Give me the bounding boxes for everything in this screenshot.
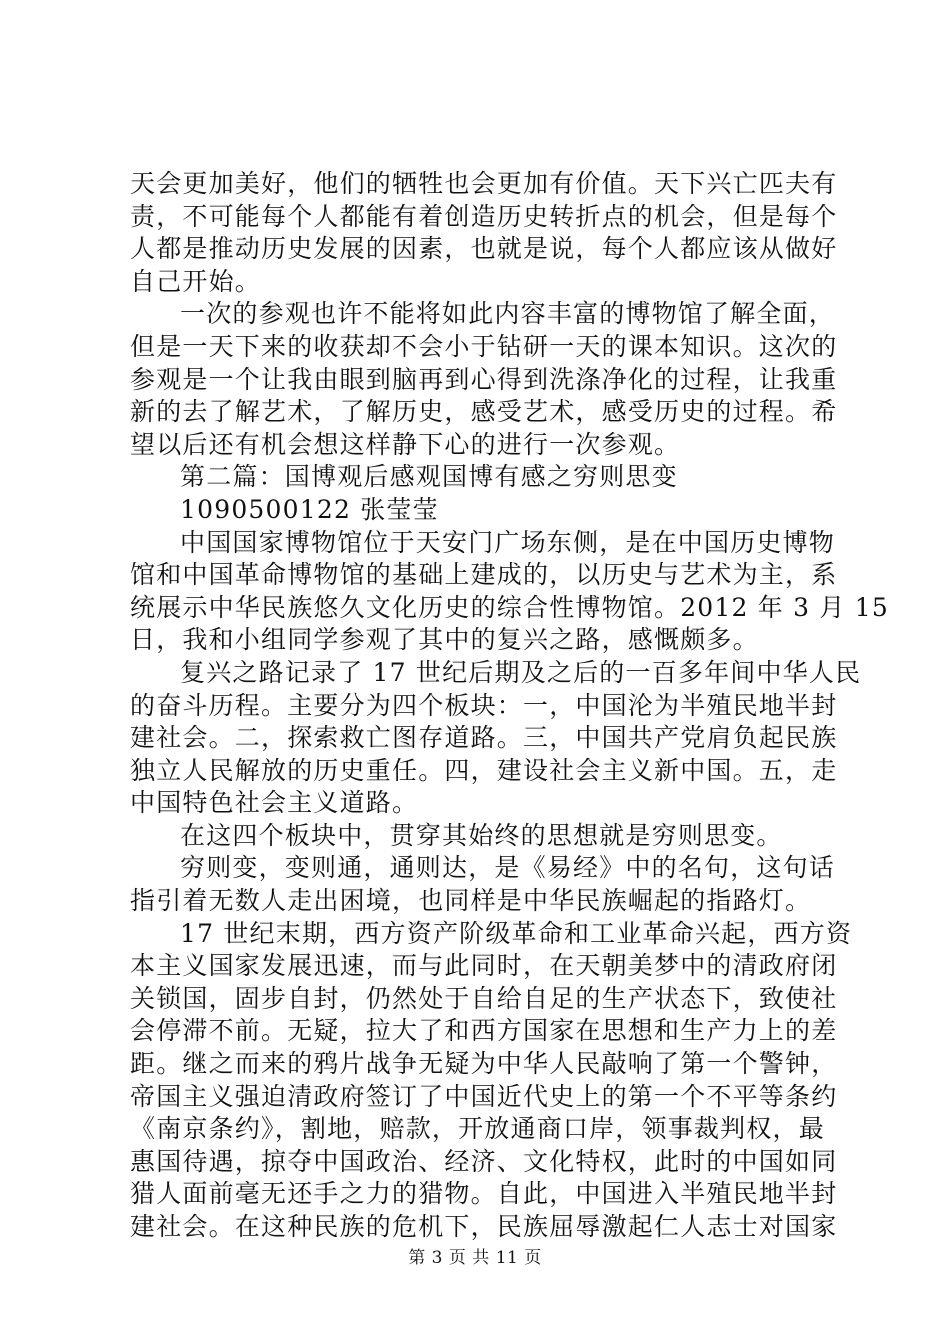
text-line: 自己开始。 [130,266,262,296]
text-line: 望以后还有机会想这样静下心的进行一次参观。 [130,429,681,459]
text-line: 参观是一个让我由眼到脑再到心得到洗涤净化的过程，让我重 [130,364,838,394]
text-line: 指引着无数人走出困境，也同样是中华民族崛起的指路灯。 [130,886,812,916]
text-line: 1090500122 张莹莹 [180,494,439,524]
page-footer: 第 3 页 共 11 页 [408,1248,542,1268]
text-line: 统展示中华民族悠久文化历史的综合性博物馆。2012 年 3 月 15 [130,592,889,622]
text-line: 日，我和小组同学参观了其中的复兴之路，感慨颇多。 [130,625,759,655]
text-line: 第二篇：国博观后感观国博有感之穷则思变 [180,462,678,492]
text-line: 馆和中国革命博物馆的基础上建成的，以历史与艺术为主，系 [130,560,838,590]
text-line: 猎人面前毫无还手之力的猎物。自此，中国进入半殖民地半封 [130,1179,838,1209]
document-body [130,168,889,1244]
text-line: 复兴之路记录了 17 世纪后期及之后的一百多年间中华人民 [180,657,862,687]
text-line: 穷则变，变则通，通则达，是《易经》中的名句，这句话 [180,853,836,883]
text-line: 建社会。在这种民族的危机下，民族屈辱激起仁人志士对国家 [130,1212,838,1241]
text-line: 建社会。二，探索救亡图存道路。三，中国共产党肩负起民族 [130,723,838,753]
text-line: 17 世纪末期，西方资产阶级革命和工业革命兴起，西方资 [180,918,853,948]
text-line: 新的去了解艺术，了解历史，感受艺术，感受历史的过程。希 [130,397,838,427]
text-line: 独立人民解放的历史重任。四，建设社会主义新中国。五，走 [130,755,838,785]
text-line: 会停滞不前。无疑，拉大了和西方国家在思想和生产力上的差 [130,1016,838,1046]
text-line: 天会更加美好，他们的牺牲也会更加有价值。天下兴亡匹夫有 [130,169,838,198]
text-line: 中国特色社会主义道路。 [130,788,419,818]
text-line: 但是一天下来的收获却不会小于钻研一天的课本知识。这次的 [130,331,838,361]
text-line: 的奋斗历程。主要分为四个板块：一，中国沦为半殖民地半封 [130,690,838,720]
text-line: 惠国待遇，掠夺中国政治、经济、文化特权，此时的中国如同 [130,1146,838,1176]
text-line: 中国国家博物馆位于天安门广场东侧，是在中国历史博物 [180,527,836,557]
text-line: 人都是推动历史发展的因素，也就是说，每个人都应该从做好 [130,234,838,264]
text-line: 在这四个板块中，贯穿其始终的思想就是穷则思变。 [180,820,783,850]
text-line: 帝国主义强迫清政府签订了中国近代史上的第一个不平等条约 [130,1081,838,1111]
text-line: 责，不可能每个人都能有着创造历史转折点的机会，但是每个 [130,201,838,231]
text-line: 《南京条约》，割地，赔款，开放通商口岸，领事裁判权，最 [130,1114,825,1144]
text-line: 一次的参观也许不能将如此内容丰富的博物馆了解全面， [180,299,836,329]
text-line: 关锁国，固步自封，仍然处于自给自足的生产状态下，致使社 [130,983,838,1013]
text-line: 本主义国家发展迅速，而与此同时，在天朝美梦中的清政府闭 [130,951,838,981]
text-line: 距。继之而来的鸦片战争无疑为中华人民敲响了第一个警钟， [130,1049,838,1079]
